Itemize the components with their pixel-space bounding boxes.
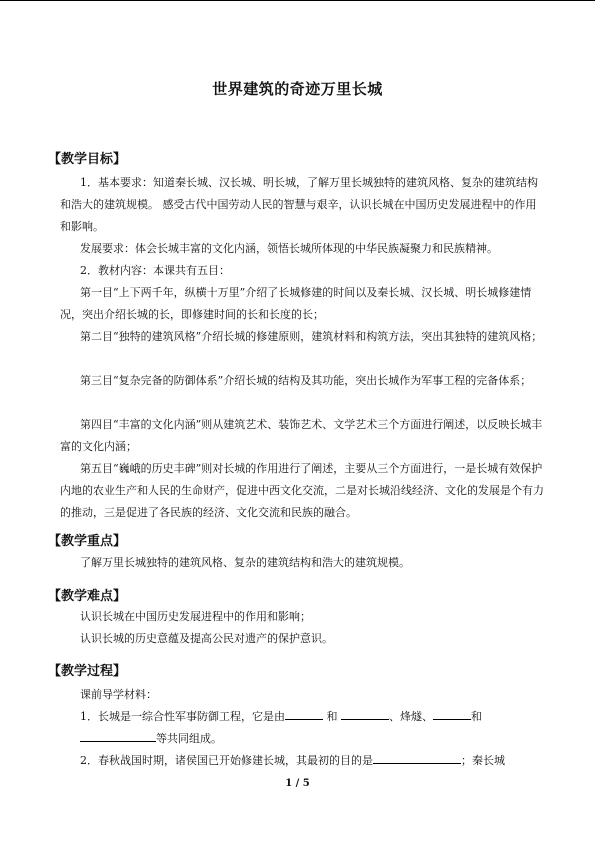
- question-1-text-b: 和: [326, 710, 338, 723]
- goals-paragraph-item3: 第三目“复杂完备的防御体系”介绍长城的结构及其功能，突出长城作为军事工程的完备体系；: [80, 374, 532, 387]
- question-1-text-a: 1．长城是一综合性军事防御工程，它是由: [80, 710, 285, 723]
- page-number: 1 / 5: [285, 778, 310, 789]
- section-heading-key: 【教学重点】: [48, 534, 127, 549]
- process-intro: 课前导学材料：: [80, 688, 157, 701]
- question-1-text-d: 和: [471, 710, 482, 723]
- fill-blank-1[interactable]: [285, 707, 323, 720]
- section-heading-process: 【教学过程】: [48, 664, 127, 679]
- goals-paragraph-item2: 第二目“独特的建筑风格”介绍长城的修建原则，建筑材料和构筑方法，突出其独特的建筑风格；: [80, 330, 543, 343]
- fill-blank-5[interactable]: [373, 751, 461, 764]
- question-2-text-a: 2．春秋战国时期，诸侯国已开始修建长城，其最初的目的是: [80, 754, 373, 767]
- fill-blank-2[interactable]: [341, 707, 389, 720]
- question-2-text-b: ；秦长城: [461, 754, 505, 767]
- goals-paragraph-item1: 第一目“上下两千年，纵横十万里”介绍了长城修建的时间以及秦长城、汉长城、明长城修建情况，突出介绍长城的长，即修建时间的长和长度的长；: [60, 286, 532, 321]
- difficult-paragraph-1: 认识长城在中国历史发展进程中的作用和影响；: [80, 610, 311, 623]
- fill-blank-3[interactable]: [433, 707, 471, 720]
- goals-paragraph-item4: 第四目“丰富的文化内涵”则从建筑艺术、装饰艺术、文学艺术三个方面进行阐述，以反映长城丰富的文化内涵；: [60, 418, 543, 453]
- goals-paragraph-item5: 第五目“巍峨的历史丰碑”则对长城的作用进行了阐述，主要从三个方面进行，一是长城有效保护内地的农业生产和人民的生命财产，促进中西文化交流，二是对长城沿线经济、文化的发展是个有力的推动，三是促进了各民族的经济、文化交流和民族的融合。: [60, 462, 544, 519]
- question-1-text-c: 、烽燧、: [389, 710, 433, 723]
- question-2-line: [80, 750, 505, 772]
- goals-paragraph-content: 2．教材内容：本课共有五目：: [80, 264, 230, 277]
- goals-paragraph-development: 发展要求：体会长城丰富的文化内涵，领悟长城所体现的中华民族凝聚力和民族精神。: [80, 242, 498, 255]
- key-paragraph: 了解万里长城独特的建筑风格、复杂的建筑结构和浩大的建筑规模。: [80, 556, 410, 569]
- question-1-line: [80, 706, 482, 728]
- difficult-paragraph-2: 认识长城的历史意蕴及提高公民对遗产的保护意识。: [80, 632, 333, 645]
- top-border-line: [0, 0, 595, 1]
- fill-blank-4[interactable]: [80, 729, 156, 742]
- question-1-text-e: 等共同组成。: [156, 732, 222, 745]
- section-heading-goals: 【教学目标】: [48, 152, 127, 167]
- goals-paragraph-basic: 1．基本要求：知道秦长城、汉长城、明长城，了解万里长城独特的建筑风格、复杂的建筑结构和浩大的建筑规模。 感受古代中国劳动人民的智慧与艰辛，认识长城在中国历史发展进程中的作用和影响。: [60, 176, 538, 233]
- question-1-line-2: [80, 728, 222, 750]
- page-title: 世界建筑的奇迹万里长城: [212, 80, 383, 98]
- section-heading-difficult: 【教学难点】: [48, 589, 127, 604]
